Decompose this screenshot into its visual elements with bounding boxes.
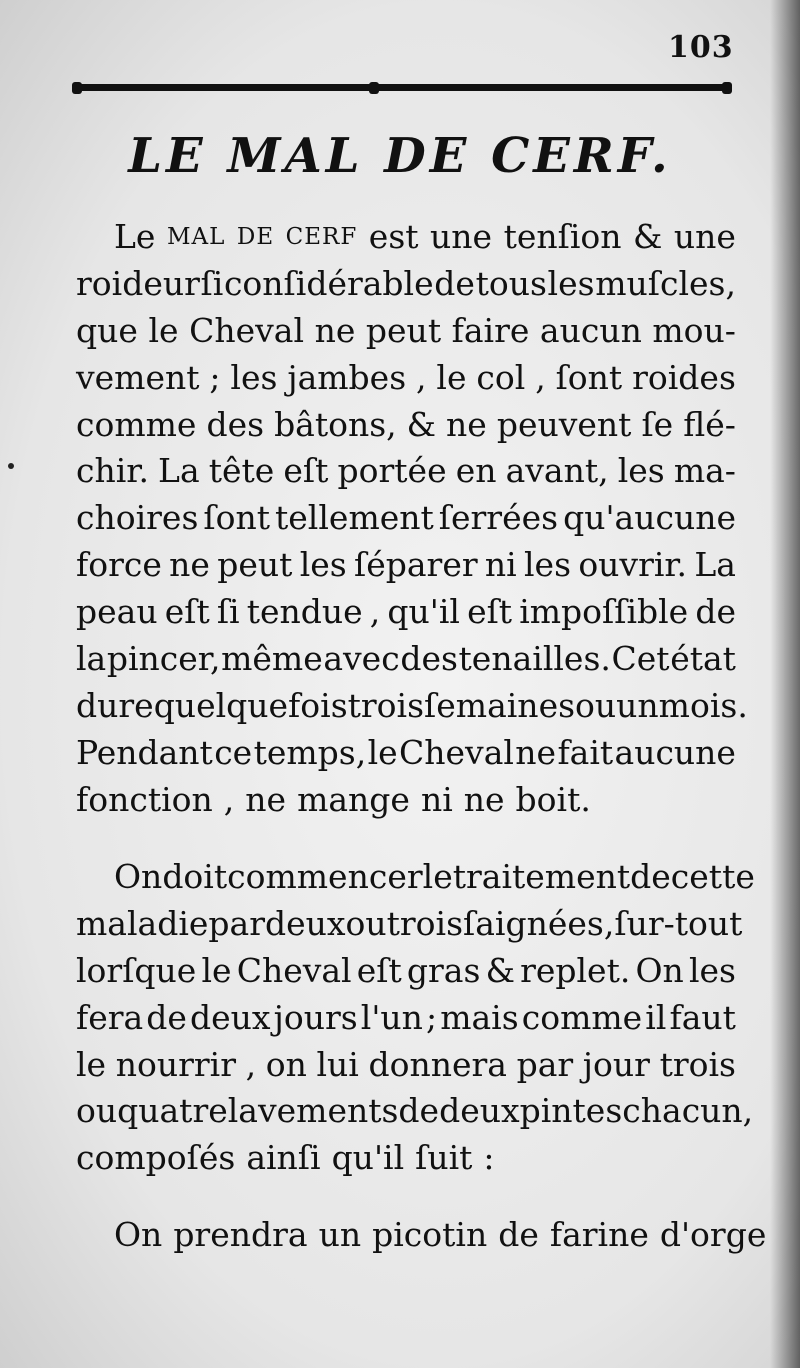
text-line: la pincer, même avec des tenailles. Cet état <box>76 639 736 679</box>
paragraph-2 <box>76 854 755 1182</box>
page-number: 103 <box>668 30 734 65</box>
text-line: dure quelquefois trois ſemaines ou un mois. <box>76 685 748 725</box>
text-line: le nourrir , on lui donnera par jour trois <box>76 1044 736 1084</box>
text-line: force ne peut les ſéparer ni les ouvrir. La <box>76 545 736 585</box>
text-line: chir. La tête eſt portée en avant, les ma- <box>76 451 736 491</box>
text-line: comme des bâtons, & ne peuvent ſe flé- <box>76 404 736 444</box>
header-rule <box>72 82 732 94</box>
text-line: On doit commencer le traitement de cette <box>114 857 755 896</box>
text-line: peau eſt ſi tendue , qu'il eſt impoſſible de <box>76 592 736 632</box>
text-line: On prendra un picotin de farine d'orge <box>114 1215 767 1254</box>
margin-mark <box>8 463 14 469</box>
text-line: ou quatre lavements de deux pintes chacun, <box>76 1091 754 1131</box>
text-line: fera de deux jours l'un ; mais comme il faut <box>76 997 736 1037</box>
paragraph-1 <box>76 214 748 824</box>
text-line: Pendant ce temps, le Cheval ne fait aucune <box>76 732 736 772</box>
text-line: maladie par deux ou trois ſaignées , ſur-tout <box>76 903 743 943</box>
chapter-title: LE MAL DE CERF. <box>128 128 672 184</box>
text-line: Le MAL DE CERF est une tenſion & une <box>114 217 736 256</box>
paragraph-3 <box>76 1212 767 1259</box>
text-line: fonction , ne mange ni ne boit. <box>76 779 591 819</box>
text-line: roideur ſi conſidérable de tous les muſcles, <box>76 263 736 303</box>
text-line: vement ; les jambes , le col , ſont roides <box>76 357 736 397</box>
text-line: que le Cheval ne peut faire aucun mou- <box>76 310 736 350</box>
text-line: compoſés ainſi qu'il ſuit : <box>76 1138 495 1178</box>
text-line: lorſque le Cheval eſt gras & replet. On les <box>76 950 736 990</box>
binding-shadow <box>770 0 800 1368</box>
text-line: choires ſont tellement ſerrées qu'aucune <box>76 498 736 538</box>
